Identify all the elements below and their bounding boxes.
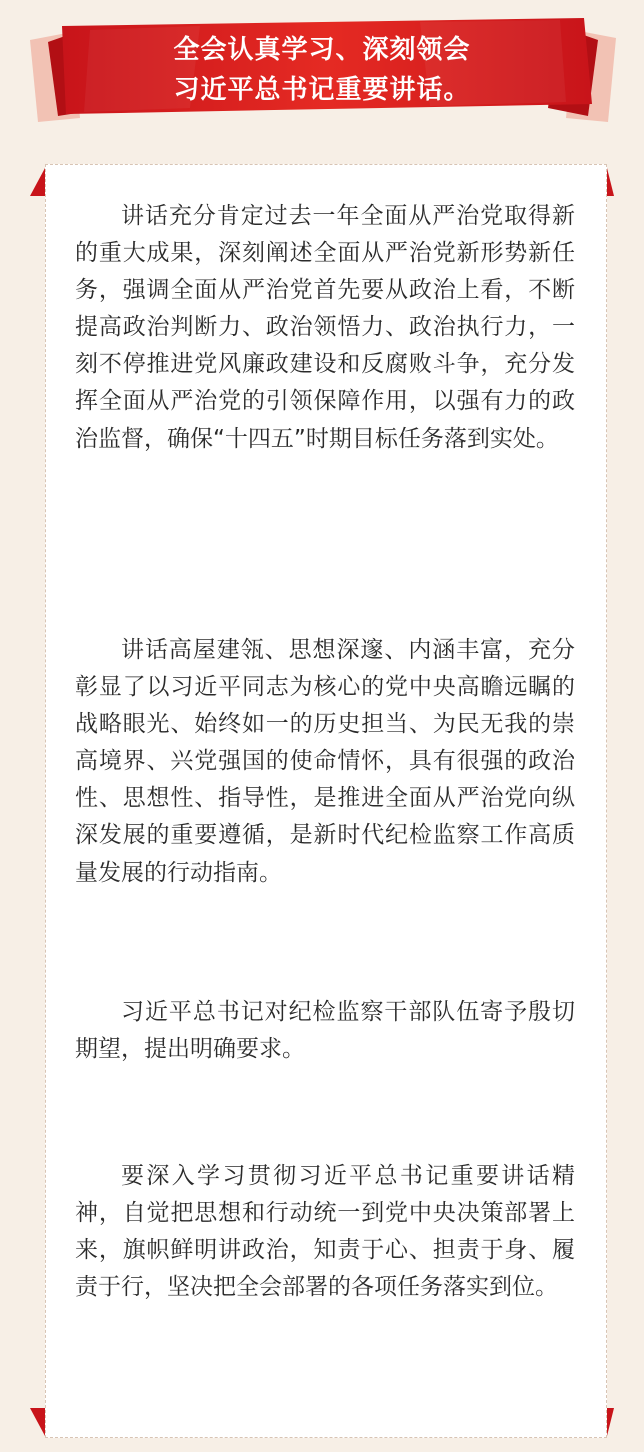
- paragraph-2: 讲话高屋建瓴、思想深邃、内涵丰富，充分彰显了以习近平同志为核心的党中央高瞻远瞩的战略眼光、始终如一的历史担当、为民无我的崇高境界、兴党强国的使命情怀，具有很强的政治性、思想性、指导性，是推进全面从严治党向纵深发展的重要遵循，是新时代纪检监察工作高质量发展的行动指南。: [75, 637, 575, 886]
- paragraph-4: 要深入学习贯彻习近平总书记重要讲话精神，自觉把思想和行动统一到党中央决策部署上来，旗帜鲜明讲政治，知责于心、担责于身、履责于行，坚决把全会部署的各项任务落实到位。: [75, 1163, 575, 1301]
- paragraph-3: 习近平总书记对纪检监察干部队伍寄予殷切期望，提出明确要求。: [75, 999, 575, 1063]
- header-banner: [0, 0, 644, 140]
- corner-triangle-bottom-right: [607, 1408, 614, 1436]
- title-line-2: 习近平总书记重要讲话。: [173, 75, 471, 105]
- corner-triangle-top-left: [30, 168, 45, 196]
- paragraph-1: 讲话充分肯定过去一年全面从严治党取得新的重大成果，深刻阐述全面从严治党新形势新任务，强调全面从严治党首先要从政治上看，不断提高政治判断力、政治领悟力、政治执行力，一刻不停推进党风廉政建设和反腐败斗争，充分发挥全面从严治党的引领保障作用，以强有力的政治监督，确保“十四五”时期目标任务落到实处。: [75, 203, 575, 452]
- page-title: [60, 30, 584, 110]
- title-line-1: 全会认真学习、深刻领会: [173, 35, 471, 65]
- corner-triangle-top-right: [607, 168, 614, 196]
- corner-triangle-bottom-left: [30, 1408, 45, 1436]
